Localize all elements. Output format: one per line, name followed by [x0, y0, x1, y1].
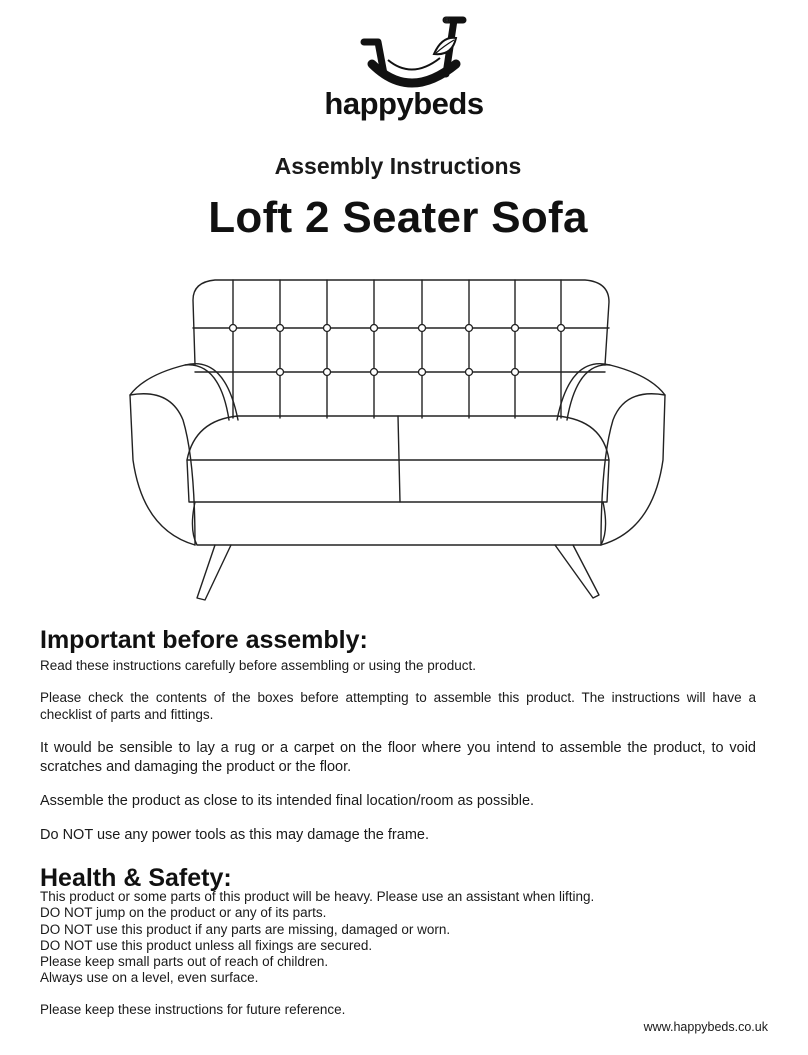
important-paragraph-5: Do NOT use any power tools as this may damage the frame.	[40, 827, 429, 843]
health-safety-heading: Health & Safety:	[40, 864, 232, 892]
list-item: DO NOT use this product if any parts are missing, damaged or worn.	[40, 921, 451, 937]
sofa-illustration	[125, 270, 675, 605]
list-item: DO NOT jump on the product or any of its parts.	[40, 905, 327, 921]
website-url: www.happybeds.co.uk	[643, 1020, 768, 1034]
list-item: Always use on a level, even surface.	[40, 970, 259, 986]
health-safety-list	[40, 889, 594, 987]
keep-instructions-note: Please keep these instructions for future reference.	[40, 1002, 346, 1017]
list-item: DO NOT use this product unless all fixings are secured.	[40, 937, 373, 953]
hammock-smile-icon	[338, 14, 478, 94]
important-heading: Important before assembly:	[40, 626, 368, 654]
important-paragraph-1: Read these instructions carefully before assembling or using the product.	[40, 658, 476, 673]
product-title: Loft 2 Seater Sofa	[208, 193, 588, 242]
brand-name: happybeds	[324, 86, 484, 121]
important-paragraph-3: It would be sensible to lay a rug or a carpet on the floor where you intend to assemble the product, to void scratches and damaging the product or the floor.	[40, 740, 756, 775]
list-item: Please keep small parts out of reach of children.	[40, 954, 329, 970]
important-paragraph-2: Please check the contents of the boxes before attempting to assemble this product. The instructions will have a checklist of parts and fittings.	[40, 690, 756, 722]
important-paragraph-4: Assemble the product as close to its intended final location/room as possible.	[40, 793, 535, 809]
document-subtitle: Assembly Instructions	[274, 153, 522, 179]
list-item: This product or some parts of this product will be heavy. Please use an assistant when lifting.	[40, 889, 595, 904]
registered-mark: ®	[444, 16, 450, 25]
